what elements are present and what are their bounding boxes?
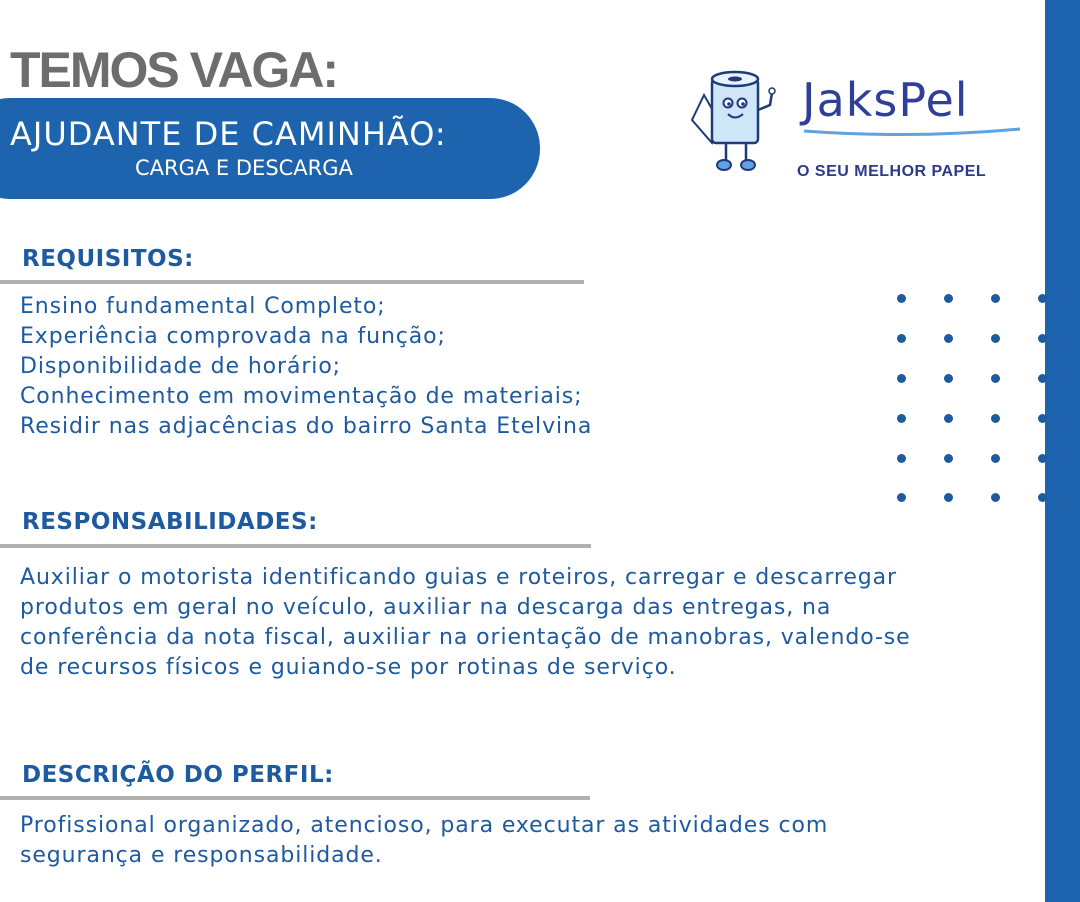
decorative-dot — [944, 294, 953, 303]
decorative-dot — [991, 294, 1000, 303]
decorative-dot — [1038, 374, 1047, 383]
decorative-dot — [944, 454, 953, 463]
brand-part1: Jaks — [802, 73, 899, 127]
brand-part2: Pel — [898, 73, 969, 127]
decorative-dot — [944, 414, 953, 423]
decorative-dot — [1038, 454, 1047, 463]
requisito-item: Conhecimento em movimentação de materiais; — [20, 384, 583, 409]
responsabilidades-divider — [0, 544, 591, 548]
right-accent-bar — [1045, 0, 1080, 902]
requisito-item: Ensino fundamental Completo; — [20, 294, 386, 319]
toilet-paper-mascot-icon — [690, 65, 790, 180]
responsabilidades-line: conferência da nota fiscal, auxiliar na orientação de manobras, valendo-se — [20, 625, 911, 650]
perfil-divider — [0, 796, 590, 800]
perfil-line: segurança e responsabilidade. — [20, 843, 383, 868]
decorative-dot — [897, 414, 906, 423]
brand-tagline: O SEU MELHOR PAPEL — [797, 163, 987, 180]
decorative-dot — [897, 334, 906, 343]
decorative-dot — [991, 493, 1000, 502]
decorative-dot — [991, 374, 1000, 383]
decorative-dot — [944, 493, 953, 502]
decorative-dot — [1038, 334, 1047, 343]
requisitos-divider — [0, 280, 584, 284]
decorative-dot — [944, 374, 953, 383]
perfil-text — [20, 811, 828, 871]
decorative-dot — [897, 454, 906, 463]
job-title: AJUDANTE DE CAMINHÃO: — [10, 115, 447, 153]
job-subtitle: CARGA E DESCARGA — [135, 156, 353, 180]
decorative-dot — [991, 334, 1000, 343]
headline: TEMOS VAGA: — [10, 42, 338, 98]
decorative-dot — [1038, 414, 1047, 423]
jakspel-logo — [690, 65, 1030, 195]
responsabilidades-text — [20, 563, 911, 683]
logo-swoosh-icon — [802, 123, 1022, 139]
perfil-title: DESCRIÇÃO DO PERFIL: — [22, 762, 334, 788]
requisito-item: Experiência comprovada na função; — [20, 324, 446, 349]
decorative-dot — [897, 374, 906, 383]
responsabilidades-title: RESPONSABILIDADES: — [22, 509, 318, 535]
decorative-dot — [1038, 294, 1047, 303]
responsabilidades-line: produtos em geral no veículo, auxiliar na descarga das entregas, na — [20, 595, 832, 620]
decorative-dot — [991, 454, 1000, 463]
decorative-dot — [1038, 493, 1047, 502]
decorative-dot-grid — [890, 288, 1050, 508]
responsabilidades-line: Auxiliar o motorista identificando guias e roteiros, carregar e descarregar — [20, 565, 897, 590]
requisito-item: Disponibilidade de horário; — [20, 354, 341, 379]
responsabilidades-line: de recursos físicos e guiando-se por rotinas de serviço. — [20, 655, 677, 680]
perfil-line: Profissional organizado, atencioso, para executar as atividades com — [20, 813, 829, 838]
decorative-dot — [897, 294, 906, 303]
decorative-dot — [897, 493, 906, 502]
requisitos-title: REQUISITOS: — [22, 246, 194, 272]
decorative-dot — [991, 414, 1000, 423]
requisitos-list — [20, 292, 592, 442]
requisito-item: Residir nas adjacências do bairro Santa Etelvina — [20, 414, 593, 439]
decorative-dot — [944, 334, 953, 343]
brand-name — [802, 70, 969, 130]
